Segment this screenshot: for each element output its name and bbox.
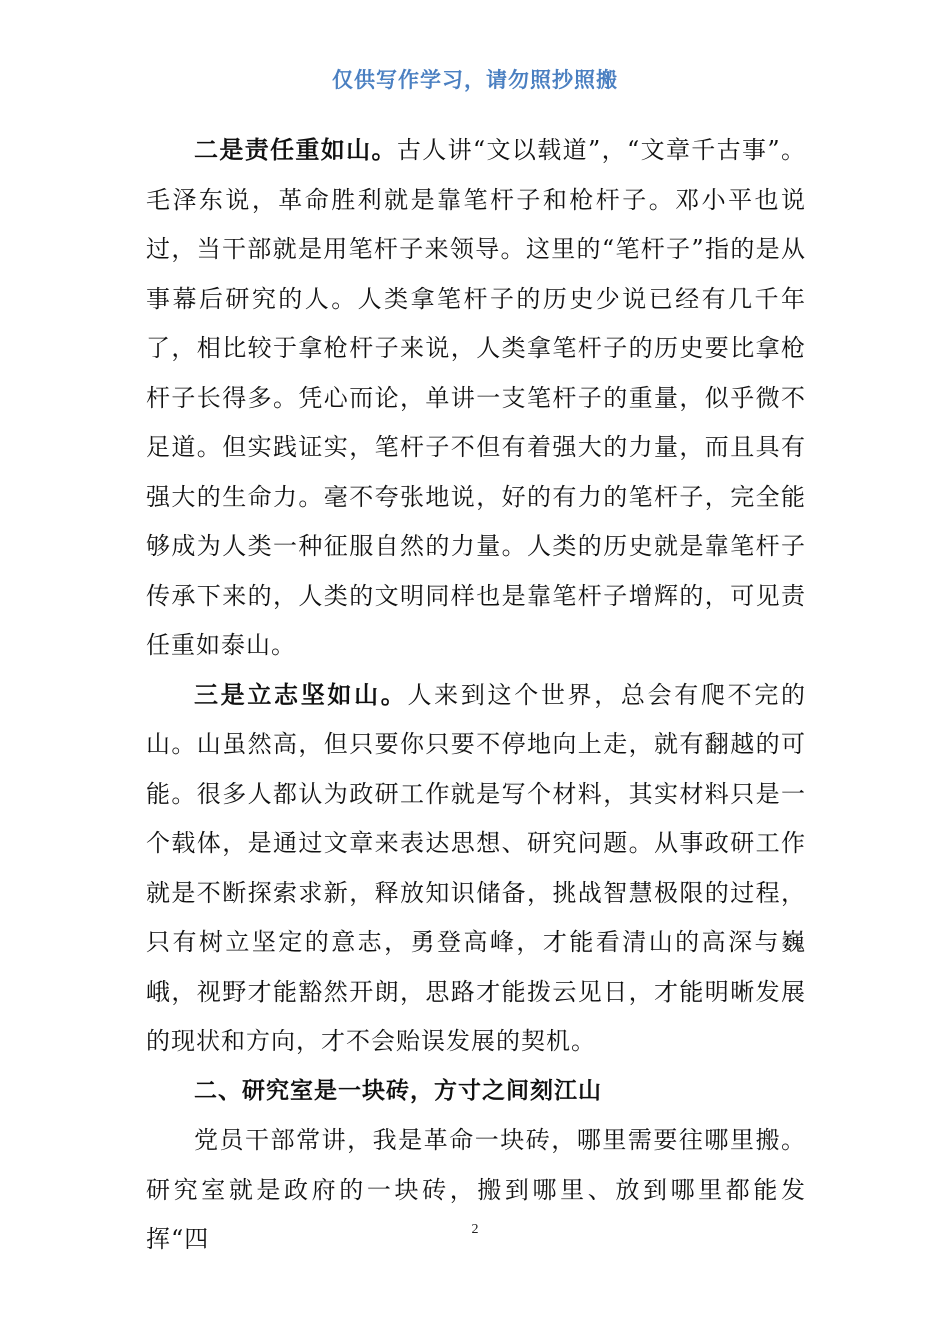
paragraph-lead: 三是立志坚如山。 bbox=[194, 680, 408, 709]
paragraph-lead: 二是责任重如山。 bbox=[194, 136, 397, 164]
page-number: 2 bbox=[471, 1222, 479, 1237]
paragraph-text: 古人讲“文以载道”，“文章千古事”。毛泽东说，革命胜利就是靠笔杆子和枪杆子。邓小平也说过，当干部就是用笔杆子来领导。这里的“笔杆子”指的是从事幕后研究的人。人类拿笔杆子的历史少说已经有几千年了，相比较于拿枪杆子来说，人类拿笔杆子的历史要比拿枪杆子长得多。凭心而论，单讲一支笔杆子的重量，似乎微不足道。但实践证实，笔杆子不但有着强大的力量，而且具有强大的生命力。毫不夸张地说，好的有力的笔杆子，完全能够成为人类一种征服自然的力量。人类的历史就是靠笔杆子传承下来的，人类的文明同样也是靠笔杆子增辉的，可见责任重如泰山。 bbox=[146, 136, 807, 659]
document-body bbox=[146, 126, 806, 1265]
paragraph-text: 人来到这个世界，总会有爬不完的山。山虽然高，但只要你只要不停地向上走，就有翻越的可能。很多人都认为政研工作就是写个材料，其实材料只是一个载体，是通过文章来表达思想、研究问题。从事政研工作就是不断探索求新，释放知识储备，挑战智慧极限的过程，只有树立坚定的意志，勇登高峰，才能看清山的高深与巍峨，视野才能豁然开朗，思路才能拨云见日，才能明晰发展的现状和方向，才不会贻误发展的契机。 bbox=[146, 680, 807, 1055]
paragraph-brick: 党员干部常讲，我是革命一块砖，哪里需要往哪里搬。研究室就是政府的一块砖，搬到哪里、放到哪里都能发挥“四 bbox=[146, 1126, 806, 1253]
section-heading: 二、研究室是一块砖，方寸之间刻江山 bbox=[194, 1077, 602, 1104]
paragraph-responsibility bbox=[146, 126, 806, 671]
watermark-text: 仅供写作学习，请勿照抄照搬 bbox=[332, 68, 618, 92]
paragraph-ambition bbox=[146, 671, 806, 1067]
